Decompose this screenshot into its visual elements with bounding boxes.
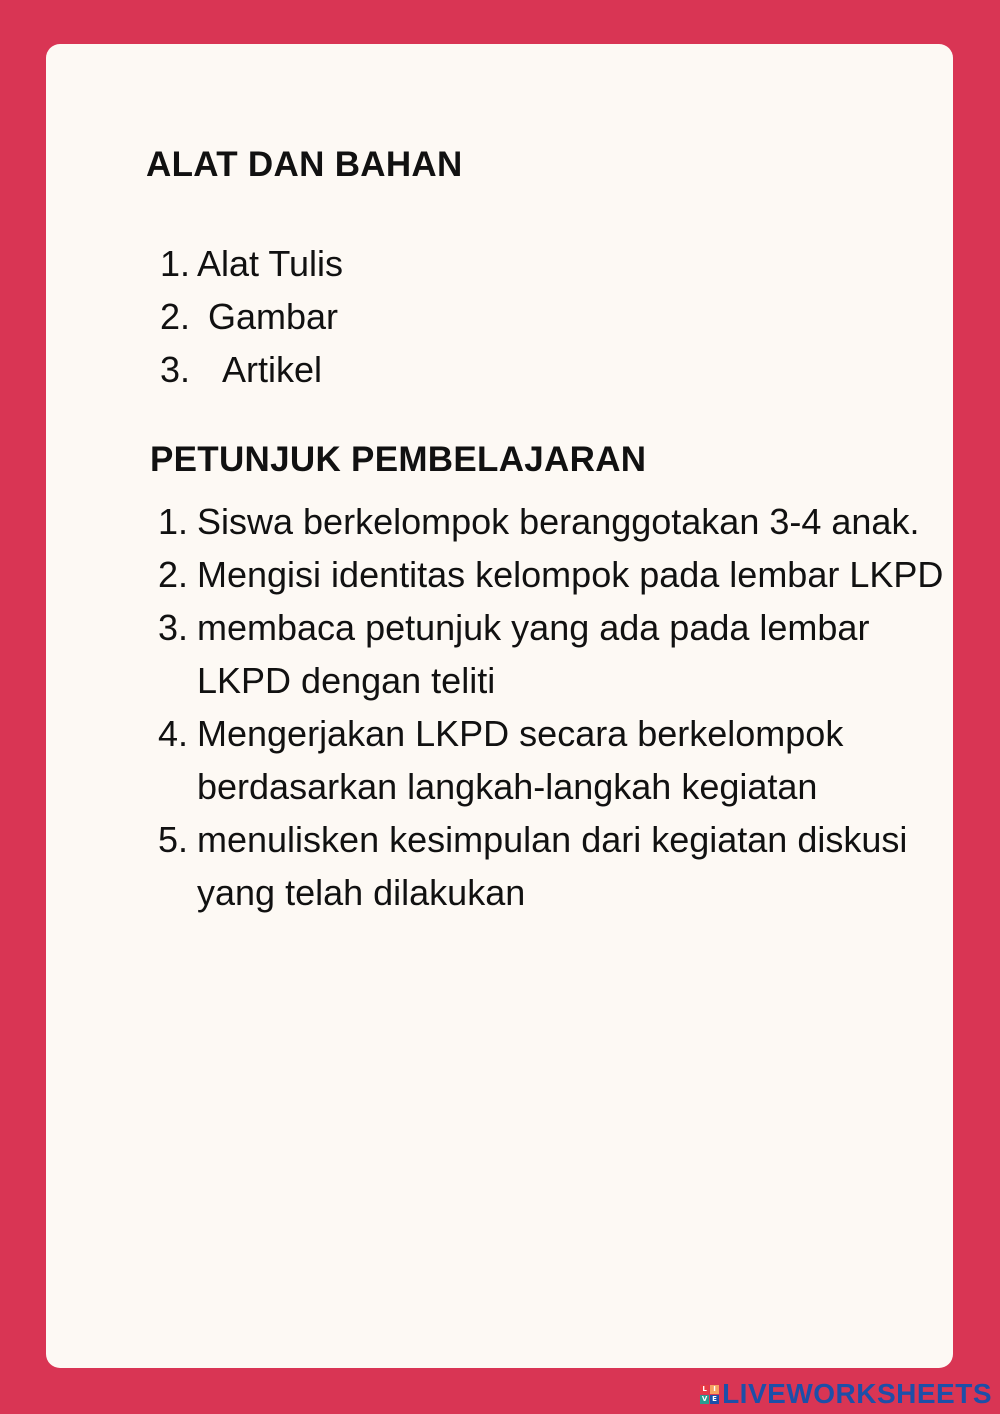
list-item bbox=[158, 601, 958, 707]
list-item-text: Siswa berkelompok beranggotakan 3-4 anak. bbox=[197, 501, 920, 542]
liveworksheets-logo-icon bbox=[700, 1385, 719, 1404]
list-item-number: 4. bbox=[158, 713, 189, 754]
list-item-text: Mengerjakan LKPD secara berkelompok berdasarkan langkah-langkah kegiatan bbox=[197, 713, 844, 807]
list-item bbox=[158, 813, 958, 919]
list-item-text: menulisken kesimpulan dari kegiatan diskusi yang telah dilakukan bbox=[197, 819, 908, 913]
list-item-number: 3. bbox=[158, 607, 189, 648]
logo-tile: L bbox=[700, 1385, 709, 1394]
alat-dan-bahan-heading: ALAT DAN BAHAN bbox=[146, 145, 463, 184]
logo-tile: I bbox=[710, 1385, 719, 1394]
list-item-number: 2. bbox=[160, 296, 191, 337]
list-item-text: Gambar bbox=[208, 296, 339, 337]
list-item-text: Artikel bbox=[222, 349, 323, 390]
logo-tile: E bbox=[710, 1395, 719, 1404]
list-item-text: membaca petunjuk yang ada pada lembar LKPD dengan teliti bbox=[197, 607, 870, 701]
logo-tile: V bbox=[701, 1394, 708, 1403]
list-item-text: Alat Tulis bbox=[197, 243, 344, 284]
list-item-number: 3. bbox=[160, 349, 191, 390]
liveworksheets-brand-text: LIVEWORKSHEETS bbox=[722, 1378, 992, 1409]
list-item-text: Mengisi identitas kelompok pada lembar LKPD bbox=[197, 554, 944, 595]
list-item bbox=[158, 707, 958, 813]
list-item bbox=[158, 548, 958, 601]
worksheet-card bbox=[46, 44, 953, 1368]
list-item-number: 2. bbox=[158, 554, 189, 595]
list-item-number: 1. bbox=[160, 243, 191, 284]
petunjuk-pembelajaran-list bbox=[158, 495, 958, 919]
list-item bbox=[158, 495, 958, 548]
list-item-number: 5. bbox=[158, 819, 189, 860]
liveworksheets-watermark bbox=[700, 1378, 992, 1410]
petunjuk-pembelajaran-heading: PETUNJUK PEMBELAJARAN bbox=[150, 440, 647, 479]
list-item-number: 1. bbox=[158, 501, 189, 542]
